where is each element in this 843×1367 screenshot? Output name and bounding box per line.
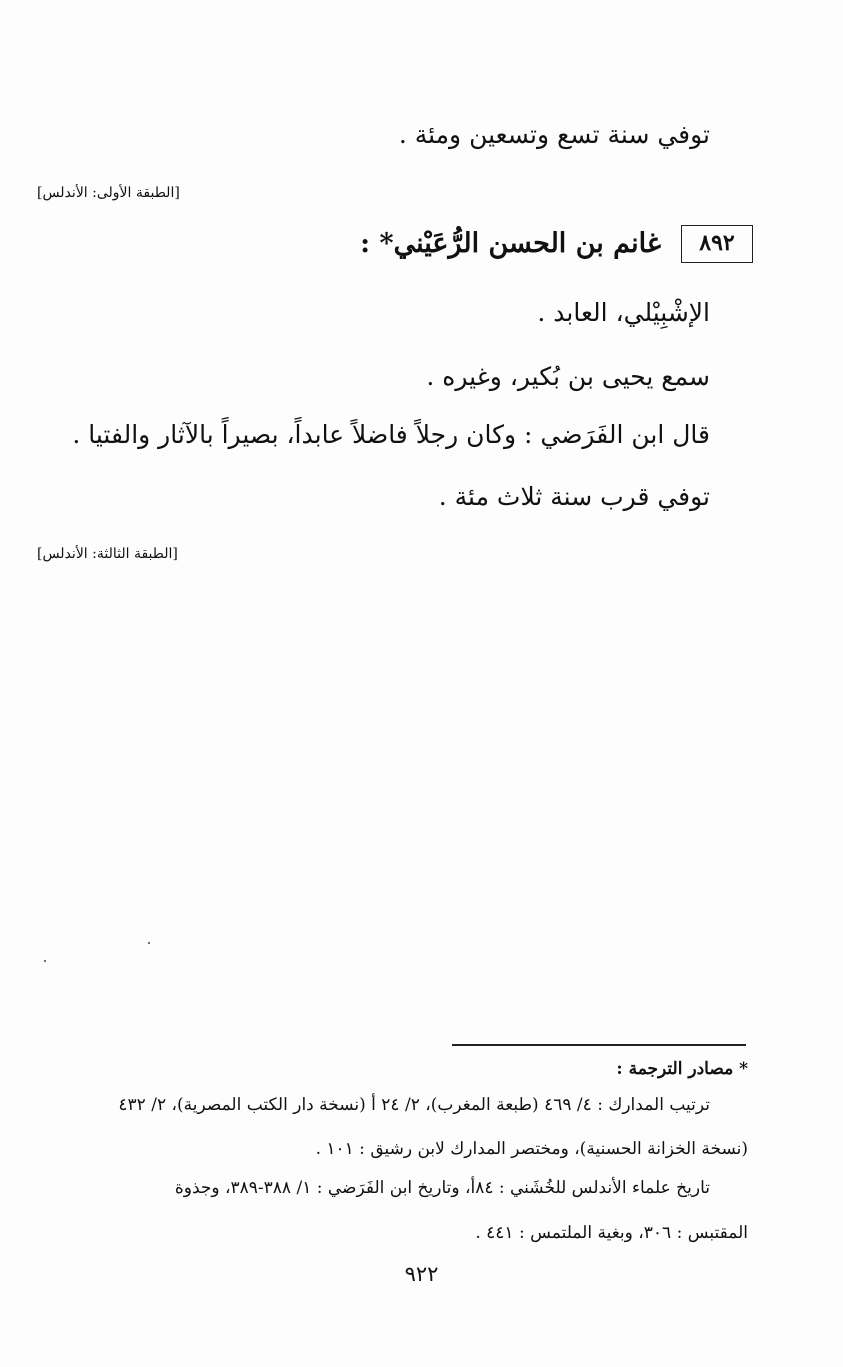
scan-speck bbox=[148, 942, 150, 944]
layer-tag-first: [الطبقة الأولى: الأندلس] bbox=[37, 185, 180, 201]
footnote-separator bbox=[452, 1044, 746, 1046]
entry-nisba-line: الإشْبِيْلي، العابد . bbox=[537, 298, 710, 327]
entry-heading bbox=[360, 225, 753, 263]
footnote-line-2: (نسخة الخزانة الحسنية)، ومختصر المدارك لابن رشيق : ١٠١ . bbox=[315, 1139, 748, 1159]
page-number: ٩٢٢ bbox=[404, 1262, 439, 1286]
footnote-line-4: المقتبس : ٣٠٦، وبغية الملتمس : ٤٤١ . bbox=[475, 1223, 748, 1243]
entry-name: غانم بن الحسن الرُّعَيْني* : bbox=[360, 228, 661, 259]
footnote-line-3: تاريخ علماء الأندلس للخُشَني : ٨٤أ، وتاريخ ابن الفَرَضي : ١/ ٣٨٨-٣٨٩، وجذوة bbox=[174, 1178, 710, 1198]
layer-tag-third: [الطبقة الثالثة: الأندلس] bbox=[37, 546, 178, 562]
footnote-title: * مصادر الترجمة : bbox=[616, 1059, 748, 1079]
scan-speck bbox=[44, 960, 46, 962]
previous-entry-death-line: توفي سنة تسع وتسعين ومئة . bbox=[398, 120, 710, 149]
entry-quote-line: قال ابن الفَرَضي : وكان رجلاً فاضلاً عابداً، بصيراً بالآثار والفتيا . bbox=[72, 420, 710, 449]
footnote-line-1: ترتيب المدارك : ٤/ ٤٦٩ (طبعة المغرب)، ٢/ ٢٤ أ (نسخة دار الكتب المصرية)، ٢/ ٤٣٢ bbox=[118, 1095, 710, 1115]
entry-number-box: ٨٩٢ bbox=[681, 225, 753, 263]
entry-death-line: توفي قرب سنة ثلاث مئة . bbox=[438, 482, 710, 511]
entry-heard-line: سمع يحيى بن بُكير، وغيره . bbox=[426, 362, 710, 391]
